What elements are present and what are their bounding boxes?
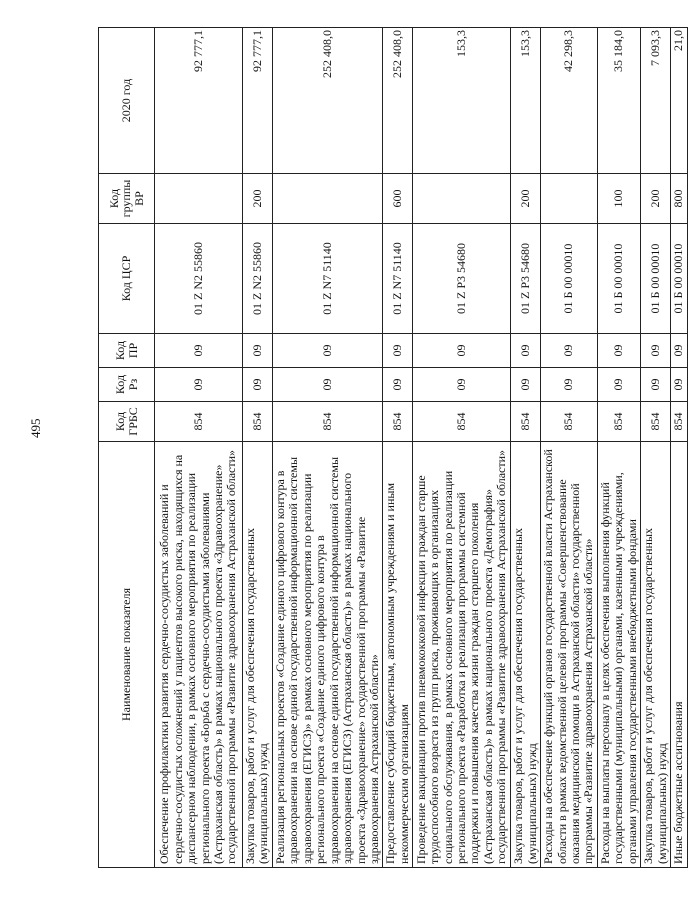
cell-csr: 01 Z P3 54680 <box>413 224 511 334</box>
cell-vr: 200 <box>243 174 273 224</box>
cell-pr: 09 <box>511 334 541 368</box>
cell-csr: 01 Б 00 00010 <box>671 224 687 334</box>
cell-value: 21,0 <box>671 28 687 174</box>
cell-csr: 01 Б 00 00010 <box>541 224 598 334</box>
cell-value: 92 777,1 <box>243 28 273 174</box>
cell-csr: 01 Z N7 51140 <box>272 224 383 334</box>
cell-rz: 09 <box>597 368 640 402</box>
cell-name: Проведение вакцинации против пневмококковой инфекции граждан старше трудоспособного возраста из групп риска, проживающих в организациях социального обслуживания, в рамках основного мероприятия по реализации регионального проекта «Разработка и реализация программы системной поддержки и повышения качества жизни граждан старшего поколения (Астраханская область)» в рамках национального проекта «Демография» государственной программы «Развитие здравоохранения Астраханской области» <box>413 442 511 868</box>
cell-csr: 01 Z N7 51140 <box>383 224 413 334</box>
cell-rz: 09 <box>155 368 243 402</box>
cell-rz: 09 <box>541 368 598 402</box>
cell-vr: 800 <box>671 174 687 224</box>
cell-grbs: 854 <box>641 402 671 442</box>
cell-pr: 09 <box>541 334 598 368</box>
cell-grbs: 854 <box>383 402 413 442</box>
cell-rz: 09 <box>272 368 383 402</box>
header-grbs: Код ГРБС <box>99 402 155 442</box>
cell-name: Расходы на выплаты персоналу в целях обеспечения выполнения функций государственными (муниципальными) органами, казенными учреждениями, органами управления государственными внебюджетными фондами <box>597 442 640 868</box>
cell-csr: 01 Z N2 55860 <box>243 224 273 334</box>
cell-grbs: 854 <box>272 402 383 442</box>
cell-grbs: 854 <box>155 402 243 442</box>
cell-value: 42 298,3 <box>541 28 598 174</box>
cell-name: Обеспечение профилактики развития сердечно-сосудистых заболеваний и сердечно-сосудистых осложнений у пациентов высокого риска, находящихся на диспансерном наблюдении, в рамках основного мероприятия по реализации регионального проекта «Борьба с сердечно-сосудистыми заболеваниями (Астраханская область)» в рамках национального проекта «Здравоохранение» государственной программы «Развитие здравоохранения Астраханской области» <box>155 442 243 868</box>
cell-pr: 09 <box>413 334 511 368</box>
cell-value: 252 408,0 <box>383 28 413 174</box>
cell-vr <box>272 174 383 224</box>
table-row <box>541 28 598 868</box>
cell-pr: 09 <box>641 334 671 368</box>
table-row <box>597 28 640 868</box>
cell-rz: 09 <box>511 368 541 402</box>
budget-table <box>98 27 688 868</box>
cell-vr: 100 <box>597 174 640 224</box>
table-row <box>671 28 687 868</box>
table-row <box>641 28 671 868</box>
cell-name: Закупка товаров, работ и услуг для обеспечения государственных (муниципальных) нужд <box>511 442 541 868</box>
cell-grbs: 854 <box>511 402 541 442</box>
cell-pr: 09 <box>243 334 273 368</box>
cell-value: 92 777,1 <box>155 28 243 174</box>
table-row <box>511 28 541 868</box>
header-pr: Код ПР <box>99 334 155 368</box>
cell-value: 7 093,3 <box>641 28 671 174</box>
cell-rz: 09 <box>243 368 273 402</box>
cell-pr: 09 <box>597 334 640 368</box>
table-row <box>243 28 273 868</box>
cell-pr: 09 <box>671 334 687 368</box>
cell-rz: 09 <box>641 368 671 402</box>
cell-value: 252 408,0 <box>272 28 383 174</box>
cell-value: 153,3 <box>511 28 541 174</box>
table-row <box>413 28 511 868</box>
cell-grbs: 854 <box>597 402 640 442</box>
cell-grbs: 854 <box>541 402 598 442</box>
cell-name: Предоставление субсидий бюджетным, автономным учреждениям и иным некоммерческим организациям <box>383 442 413 868</box>
cell-pr: 09 <box>272 334 383 368</box>
cell-csr: 01 Б 00 00010 <box>641 224 671 334</box>
cell-vr: 200 <box>511 174 541 224</box>
header-vr: Код группы ВР <box>99 174 155 224</box>
header-rz: Код Рз <box>99 368 155 402</box>
cell-csr: 01 Б 00 00010 <box>597 224 640 334</box>
cell-grbs: 854 <box>671 402 687 442</box>
cell-value: 35 184,0 <box>597 28 640 174</box>
cell-vr: 200 <box>641 174 671 224</box>
cell-pr: 09 <box>383 334 413 368</box>
header-year: 2020 год <box>99 28 155 174</box>
table-row <box>383 28 413 868</box>
cell-name: Иные бюджетные ассигнования <box>671 442 687 868</box>
cell-rz: 09 <box>383 368 413 402</box>
cell-rz: 09 <box>671 368 687 402</box>
cell-value: 153,3 <box>413 28 511 174</box>
header-name: Наименование показателя <box>99 442 155 868</box>
cell-grbs: 854 <box>413 402 511 442</box>
cell-vr <box>155 174 243 224</box>
rotated-page <box>98 28 686 868</box>
page-number: 495 <box>28 418 43 438</box>
cell-vr <box>413 174 511 224</box>
cell-csr: 01 Z P3 54680 <box>511 224 541 334</box>
cell-rz: 09 <box>413 368 511 402</box>
table-row <box>155 28 243 868</box>
cell-grbs: 854 <box>243 402 273 442</box>
cell-name: Закупка товаров, работ и услуг для обеспечения государственных (муниципальных) нужд <box>641 442 671 868</box>
cell-name: Закупка товаров, работ и услуг для обеспечения государственных (муниципальных) нужд <box>243 442 273 868</box>
cell-vr: 600 <box>383 174 413 224</box>
cell-pr: 09 <box>155 334 243 368</box>
cell-name: Реализация региональных проектов «Создание единого цифрового контура в здравоохранении на основе единой государственной информационной системы здравоохранения (ЕГИСЗ)» в рамках основного мероприятия по реализации регионального проекта «Создание единого цифрового контура в здравоохранении на основе единой государственной информационной системы здравоохранения (ЕГИСЗ) (Астраханская область)» в рамках национального проекта «Здравоохранение» государственной программы «Развитие здравоохранения Астраханской области» <box>272 442 383 868</box>
table-row <box>272 28 383 868</box>
header-csr: Код ЦСР <box>99 224 155 334</box>
cell-vr <box>541 174 598 224</box>
cell-name: Расходы на обеспечение функций органов государственной власти Астраханской области в рамках ведомственной целевой программы «Совершенствование оказания медицинской помощи в Астраханской области» государственной программы «Развитие здравоохранения Астраханской области» <box>541 442 598 868</box>
cell-csr: 01 Z N2 55860 <box>155 224 243 334</box>
